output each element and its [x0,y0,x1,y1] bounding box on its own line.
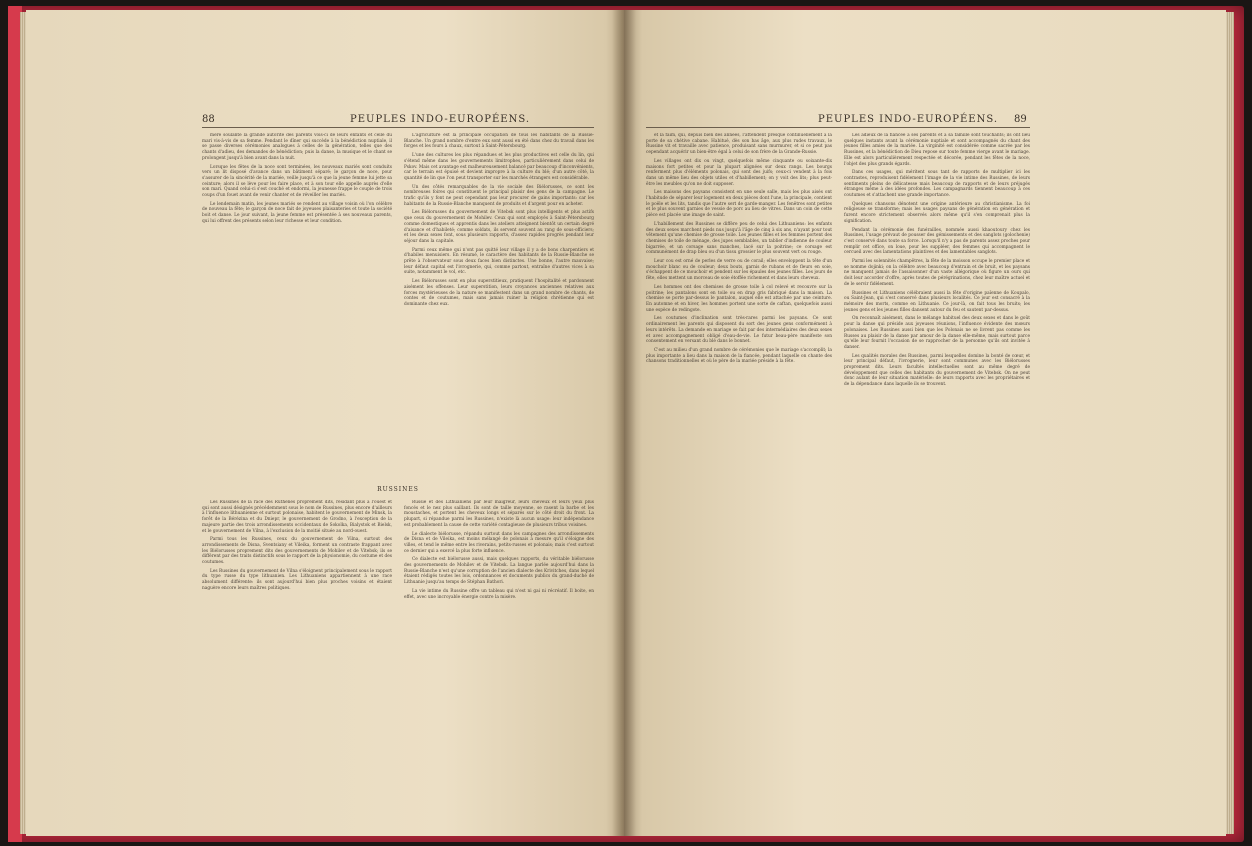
paragraph: Les Russines du gouvernement de Vilna s'éloignent principalement sous le rapport du type russe du type lithuanien. Les Lithuaniens appartiennent à une race absolument différente: ils sont aujourd'hui bien plus proches voisins et étaient naguère encore leurs maîtres politiques. [202,568,392,591]
page-stack-right [1226,12,1234,834]
paragraph: Le lendemain matin, les jeunes mariés se rendent au village voisin où l'on célèbre de nouveau la fête; le garçon de noce fait de joyeuses plaisanteries et toute la société boit et danse. Le jour suivant, la jeune femme est présentée à ses nouveaux parents, qui lui offrent des présents selon leur richesse et leur condition. [202,201,392,224]
paragraph: L'une des cultures les plus répandues et les plus productives est celle du lin, qui s'étend même dans les gouvernements limitrophes, particulièrement dans celui de Pskov. Mais cet avantage est malheureusement balancé par beaucoup d'inconvénients, car le terrain est épuisé et devient impropre à la culture du blé; d'un autre côté, la quantité de lin que l'on peut transporter sur les marchés étrangers est considérable. [404,153,594,181]
paragraph: et la faim, qui, depuis bien des années, l'attendent presque continuellement à la porte de sa chétive cabane. Habitué, dès son bas âge, aux plus rudes travaux, le Russine vit et travaille avec patience, produisant sans murmurer, et si ce peut pas cependant acquérir un bien-être égal à celui de son frère de la Grande-Russie. [646,133,832,156]
left-running-head: PEUPLES INDO-EUROPÉENS. [350,114,531,125]
paragraph: Russie et des Lithuaniens par leur maigreur, leurs cheveux et leurs yeux plus foncés et le nez plus saillant. Ils sont de taille moyenne, se rasent la barbe et les moustaches, et portent les cheveux longs et séparés sur le côté droit du front. La plupart, si répandue parmi les Russines, n'existe là aucun usage: leur indépendance est probablement la cause de cette variété contagieuse de plusieurs tribus voisines. [404,500,594,528]
left-col2-bottom [404,500,594,800]
paragraph: Pendant la cérémonie des funérailles, nommée aussi khaoutoury chez les Russines, l'usage prévaut de pousser des gémissements et des sanglots (golochenie) c'est conservé dans toute sa force. Lorsqu'il n'y a pas de parents assez proches pour remplir cet office, on loue, pour les suppléer, des femmes qui accompagnent le cercueil avec des lamentations plaintives et des lamentables sanglots. [844,227,1030,256]
paragraph: Parmi tous les Russines, ceux du gouvernement de Vilna, surtout des arrondissements de Disna, Sventsiany et Vileika, forment un contraste frappant avec les Biélorusses proprement dits des gouvernements de Mohilev et de Vitebsk; ils se différent par des traits distinctifs sous le rapport de la physionomie, du costume et des coutumes. [202,537,392,566]
paragraph: La vie intime du Russine offre un tableau qui n'est ni gai ni récréatif. Il boite, en effet, avec une incroyable énergie contre la misère. [404,588,594,600]
paragraph: Parmi ceux même qui n'ont pas quitté leur village il y a de bons charpentiers et d'habiles menuisiers. En résumé, le caractère des habitants de la Russie-Blanche se prête à l'observateur sous deux faces bien distinctes. Une bonne, l'autre mauvaise; leur défaut capital est l'ivrognerie, qui, comme partout, entraîne d'autres vices à sa suite, notamment le vol, etc. [404,247,594,276]
section-title-russines: RUSSINES [377,486,419,493]
left-col1-bottom [202,500,392,800]
paragraph: Les Biélorusses sont en plus superstitieux, pratiquent l'hospitalité et pardonnent aisément les offenses. Leur superstition, leurs croyances anciennes relatives aux forces mystérieuses de la nature se manifestent dans un grand nombre de chants, de contes et de coutumes, mais sans jamais ruiner la religion chrétienne qui est dominante chez eux. [404,279,594,307]
paragraph: Parmi les solennités champêtres, la fête de la moisson occupe le premier place et se nomme dojinki; on la célèbre avec beaucoup d'entrain et de bruit, et les paysans ne manquent jamais de l'assaisonner d'un vaste allégorique où figure un ours qui doit leur accorder d'offre, après toutes de pérégrinations, chez leur maître actuel et de le servir fidèlement. [844,259,1030,287]
paragraph: Les villages ont dix ou vingt, quelquefois même cinquante ou soixante-dix maisons fort petites et pour la plupart alignées sur deux rangs. Les bourgs renferment plus d'éléments polonais, qui sont des juifs; ceux-ci vendent à la fois dans un même lieu des objets utiles et d'habillement; on y voit des lits; plus peut-être les meubles qu'on ne doit supposer. [646,158,832,187]
paragraph: Les Russines de la race des Ruthènes proprement dits, résidant plus à l'ouest et qui sont aussi désignés précédemment sous le nom de Russines, plus encore d'ailleurs à l'influence lithuanienne et surtout polonaise, habitent le gouvernement de Minsk, la forêt de la Bérézina et du Dniepr, le gouvernement de Grodno, à l'exception de la majeure partie des trois arrondissements occidentaux de Sokolka, Bialystok et Bielsk, et le gouvernement de Vilna, à l'exclusion de la moitié située au nord-ouest. [202,500,392,534]
right-col1 [646,133,832,823]
right-col2 [844,133,1030,823]
paragraph: C'est au milieu d'un grand nombre de cérémonies que le mariage s'accomplit; la plus importante a lieu dans la maison de la fiancée, pendant laquelle on chante des chansons traditionnelles et où le père de la mariée préside à la fête. [646,347,832,365]
paragraph: L'habillement des Russines se diffère peu de celui des Lithuaniens: les enfants des deux sexes marchent pieds nus jusqu'à l'âge de cinq à six ans, n'ayant pour tout vêtement qu'une chemise de grosse toile. Les jeunes filles et les femmes portent des chemises de toile de ménage, des jupes semblables, un tablier d'indienne de couleur bigarrée, et un corsage sans manches, lacé sur la poitrine; ce corsage est communément de drap bleu ou d'un tissu grossier le plus souvent vert ou rouge. [646,221,832,256]
paragraph: Les coutumes d'inclination sont très-rares parmi les paysans. Ce sont ordinairement les parents qui disposent du sort des jeunes gens conformément à leurs intérêts. La demande en mariage se fait par des intermédiaires des deux sexes et avec accompagnement obligé d'eau-de-vie. Le futur beau-père manifeste son consentement en versant du blé dans le bonnet. [646,316,832,345]
paragraph: mère soulante la grande autorité des parents vois-ci de leurs enfants et celle du mari vis-à-vis de sa femme. Pendant le dîner qui succède à la bénédiction nuptiale, il se passe diverses cérémonies analogues à celles de la génération, telles que des chants d'adieu, des demandes de bénédiction; puis la danse, la musique et le chant se prolongent jusqu'à bien avant dans la nuit. [202,133,392,161]
left-page-number: 88 [202,114,215,125]
paragraph: Le dialecte biélorusse, répandu surtout dans les campagnes des arrondissements de Disna et de Vileika, est moins mélangé de polonais à mesure qu'il s'éloigne des villes, et tend le même entre les riverains, petits-russes et polonais; mais c'est surtout ce dernier qui a exercé la plus forte influence. [404,531,594,554]
left-header-rule [202,127,594,128]
paragraph: Quelques chansons dénotent une origine antérieure au christianisme. La foi religieuse se transforme; mais les usages paysans de génération en génération et furent encore strictement observés alors même qu'il s'en comprenait plus la signification. [844,201,1030,224]
paragraph: L'agriculture est la principale occupation de tous les habitants de la Russie-Blanche. Un grand nombre d'entre eux sont aussi en été dans chez du travail dans les forges et les fours à chaux, surtout à Saint-Pétersbourg. [404,133,594,150]
left-page [26,10,624,836]
paragraph: Ce dialecte est biélorusse aussi, mais quelques rapports, du véritable biélorusse des gouvernements de Mohilev et de Vitebsk. La langue parlée aujourd'hui dans la Russie-Blanche n'est qu'une corruption de l'ancien dialecte des Krivitches, dans lequel étaient rédigés toutes les lois, ordonnances et documents publics du grand-duché de Lithuanie jusqu'au temps de Stéphan Bathori. [404,557,594,586]
paragraph: Dans ces usages, qui méritent sous tant de rapports de multiplier ici les contrastes, reproduisent fidèlement l'image de la vie intime des Russines, de leurs sentiments pleins de délicatesse mais beaucoup de rapports et de leurs préjugés étranges même à des idées profondes. Les campagnards tiennent beaucoup à ces coutumes et s'attachent une grande importance. [844,170,1030,199]
right-running-head: PEUPLES INDO-EUROPÉENS. [818,114,999,125]
paragraph: Les adieux de la fiancée à ses parents et à sa famille sont touchants; ils ont lieu quelques instants avant la cérémonie nuptiale et sont accompagnés du chant des jeunes filles amies de la mariée. La virginité est considérée comme sacrée par les Russines, et la bénédiction de Dieu repose sur toute femme vierge avant le mariage. Elle est alors particulièrement respectée et décorée, pendant les fêtes de la noce, l'objet des plus grands égards. [844,133,1030,167]
paragraph: Leur cou est orné de perles de verre ou de corail; elles enveloppent la tête d'un mouchoir blanc ou de couleur; deux bouts, garnis de rubans et de fleurs en soie, s'échappent de ce mouchoir et pendent sur les épaules des jeunes filles. Les jours de fête, elles mettent un morceau de soie étoffée richement et dans leurs cheveux. [646,259,832,282]
left-col2-top [404,133,594,473]
paragraph: Les qualités morales des Russines, parmi lesquelles domine la bonté de cœur, et leur principal défaut, l'ivrognerie, leur sont communes avec les Biélorusses proprement dits. Leurs facultés intellectuelles sont au même degré de développement que celles des habitants du gouvernement de Vitebsk. On ne peut donc aulant de leur situation matérielle: de leurs rapports avec les propriétaires et de la dépendance dans laquelle ils se trouvent. [844,353,1030,388]
right-page-number: 89 [1014,114,1027,125]
right-header-rule [646,127,1030,128]
right-page [624,10,1226,836]
paragraph: Lorsque les fêtes de la noce sont terminées, les nouveaux mariés sont conduits vers un lit disposé d'avance dans un bâtiment séparé; le garçon de noce, pour s'assurer de la sincérité de la mariée, veille jusqu'à ce que la jeune femme lui jette sa ceinture; alors il se lève pour les faire place, et à son tour elle appelle auprès d'elle son mari. Quand celui-ci s'est couché et endormi, la jeunesse frappe le couple de trois coups d'un fouet avant de venir chanter et de réveiller les mariés. [202,164,392,199]
paragraph: Russines et Lithuaniens célébraient aussi la fête d'origine païenne de Koupalo, ou Saint-Jean, qui s'est conservé dans plusieurs localités. Ce jour est consacré à la mémoire des morts, comme en Lithuanie. Ce jour-là, on fait tous les bruits; les jeunes gens et les jeunes filles dansent autour du feu et sautent par-dessus. [844,290,1030,313]
paragraph: Les Biélorusses du gouvernement de Vitebsk sont plus intelligents et plus actifs que ceux du gouvernement de Mohilev. Ceux qui sont employés à Saint-Pétersbourg comme domestiques et apprentis dans les ateliers atteignent bientôt un certain degré d'aisance et d'habileté; comme soldats, ils servent souvent au rang de sous-officiers; et les deux sexes font, sous plusieurs rapports, d'assez rapides progrès pendant leur séjour dans la capitale. [404,210,594,244]
paragraph: Un des côtés remarquables de la vie sociale des Biélorusses, ce sont les nombreuses foires qui constituent le principal plaisir des gens de la campagne. Le trafic qu'ils y font ne peut cependant pas leur procurer de gains importants: car les habitants de la Russie-Blanche manquent de produits et d'argent pour en acheter. [404,184,594,207]
left-col1-top [202,133,392,448]
paragraph: Les hommes ont des chemises de grosse toile à col relevé et recouvre sur la poitrine; les pantalons sont en toile ou en drap gris fabriqué dans la maison. La chemise se porte par-dessus le pantalon, auquel elle est attachée par une ceinture. En automne et en hiver, les hommes portent une sorte de caftan, quelquefois aussi une espèce de redingote. [646,284,832,313]
paragraph: On reconnaît aisément, dans le mélange habituel des deux sexes et dans le goût pour la danse qui préside aux joyeuses réunions, l'influence évidente des mœurs polonaises. Les Russines aussi bien que les Polonais ne se livrent pas comme les Russes au plaisir de la danse par amour de la danse elle-même, mais surtout parce qu'elle leur fournit l'occasion de se rapprocher de la personne qu'ils ont invitée à danser. [844,316,1030,350]
book-gutter [612,10,636,836]
paragraph: Les maisons des paysans consistent en une seule salle, mais les plus aisés ont l'habitude de séparer leur logement en deux pièces dont l'une, la principale, contient le poêle et les lits, tandis que l'autre sert de garde-manger. Les fenêtres sont petites et le plus souvent garnies de vessie de porc au lieu de vitres. Dans un coin de cette pièce est placée une image de saint. [646,190,832,219]
